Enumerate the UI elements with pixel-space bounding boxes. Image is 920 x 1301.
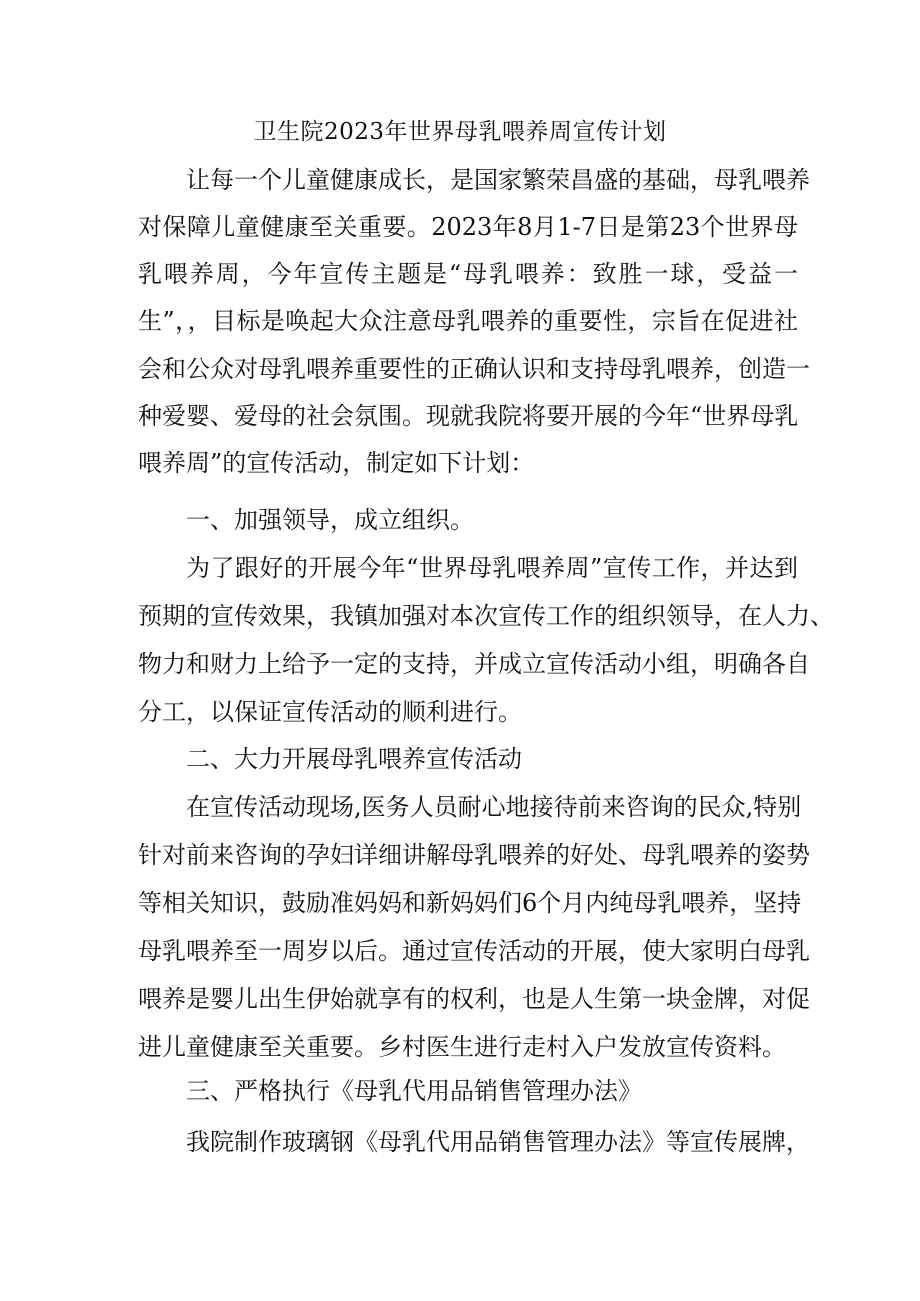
paragraph-2-line: 为了跟好的开展今年“世界母乳喂养周”宣传工作，并达到 (186, 554, 798, 582)
paragraph-1-line: 会和公众对母乳喂养重要性的正确认识和支持母乳喂养，创造一 (138, 355, 810, 383)
paragraph-1-line: 乳喂养周，今年宣传主题是“母乳喂养：致胜一球，受益一 (138, 260, 798, 288)
document-title: 卫生院2023年世界母乳喂养周宣传计划 (253, 119, 667, 145)
paragraph-1-line: 对保障儿童健康至关重要。2023年8月1-7日是第23个世界母 (138, 213, 798, 241)
paragraph-2-line: 分工，以保证宣传活动的顺利进行。 (138, 698, 522, 726)
section-heading-2: 二、大力开展母乳喂养宣传活动 (186, 745, 522, 773)
paragraph-1-line: 生”，，目标是唤起大众注意母乳喂养的重要性，宗旨在促进社 (138, 307, 798, 335)
paragraph-3-line: 喂养是婴儿出生伊始就享有的权利，也是人生第一块金牌，对促 (138, 985, 810, 1013)
section-heading-1: 一、加强领导，成立组织。 (186, 506, 474, 534)
paragraph-3-line: 母乳喂养至一周岁以后。通过宣传活动的开展，使大家明白母乳 (138, 937, 810, 965)
paragraph-4-line: 我院制作玻璃钢《母乳代用品销售管理办法》等宣传展牌， (186, 1128, 810, 1156)
paragraph-2-line: 物力和财力上给予一定的支持，并成立宣传活动小组，明确各自 (138, 650, 810, 678)
section-heading-3: 三、严格执行《母乳代用品销售管理办法》 (186, 1077, 642, 1105)
paragraph-3-line: 针对前来咨询的孕妇详细讲解母乳喂养的好处、母乳喂养的姿势 (138, 841, 810, 869)
paragraph-1-line: 种爱婴、爱母的社会氛围。现就我院将要开展的今年“世界母乳 (138, 402, 799, 430)
paragraph-3-line: 在宣传活动现场,医务人员耐心地接待前来咨询的民众,特别 (186, 793, 802, 821)
paragraph-1-line: 让每一个儿童健康成长，是国家繁荣昌盛的基础，母乳喂养 (186, 166, 810, 194)
paragraph-3-line: 等相关知识，鼓励准妈妈和新妈妈们6个月内纯母乳喂养，坚持 (138, 889, 802, 917)
paragraph-3-line: 进儿童健康至关重要。乡村医生进行走村入户发放宣传资料。 (138, 1033, 786, 1061)
paragraph-1-line: 喂养周”的宣传活动，制定如下计划： (138, 449, 535, 477)
paragraph-2-line: 预期的宣传效果，我镇加强对本次宣传工作的组织领导，在人力、 (138, 602, 834, 630)
